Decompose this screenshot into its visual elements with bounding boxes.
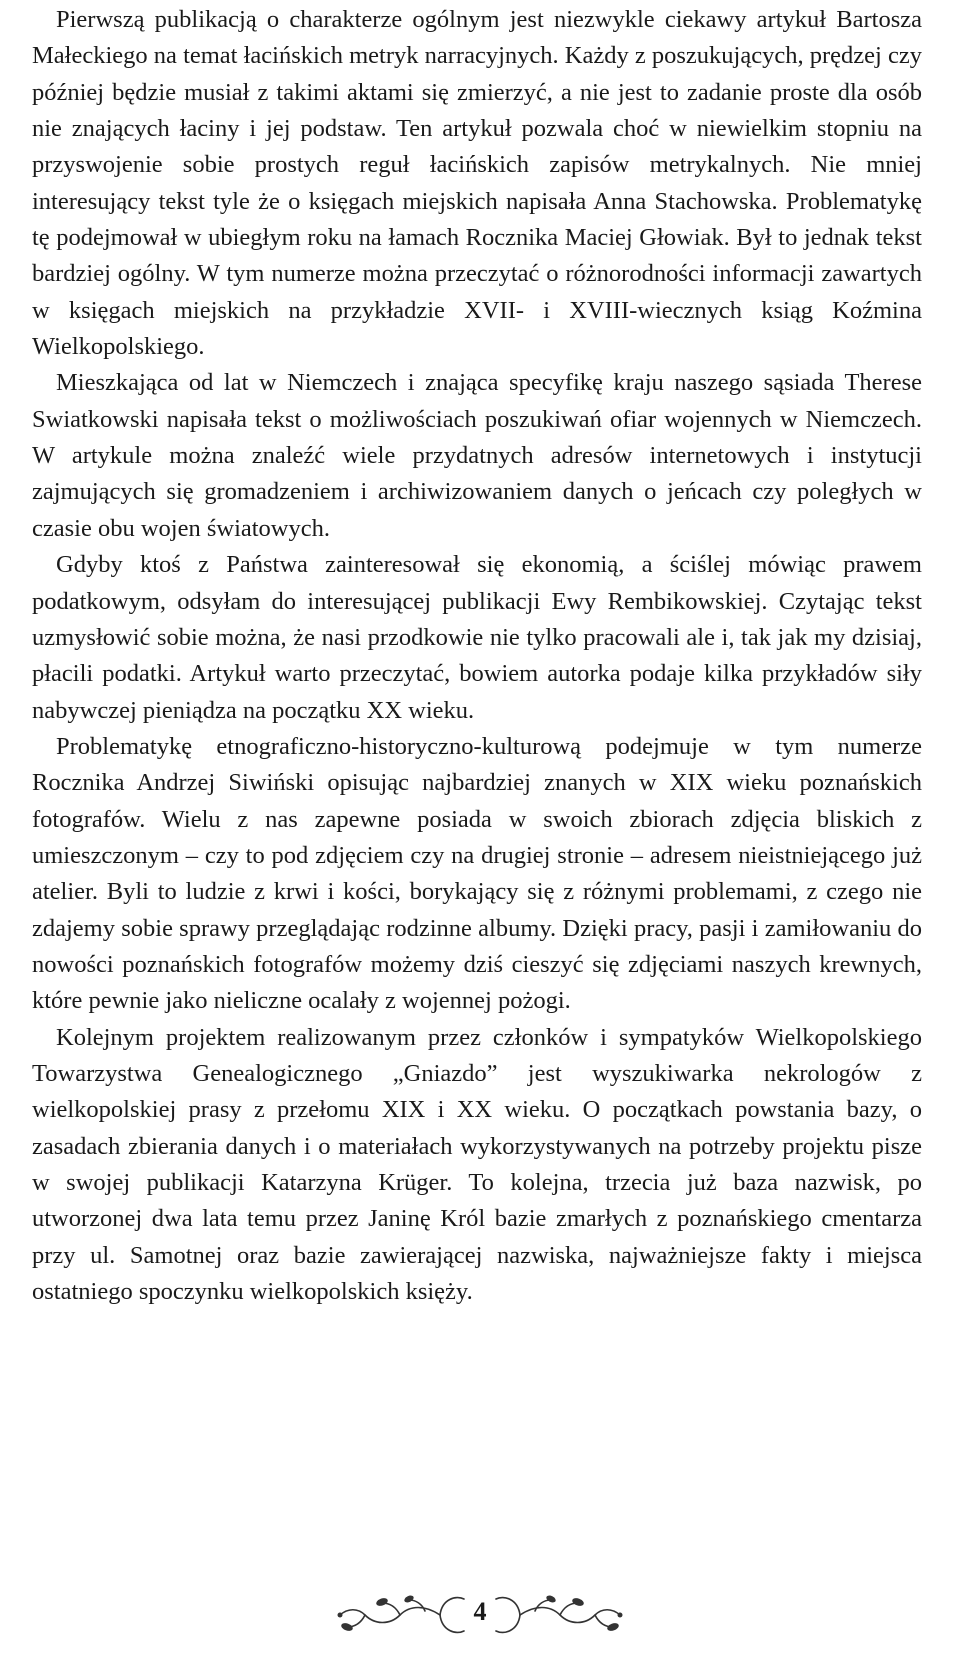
page-footer <box>0 1585 960 1645</box>
paragraph-3: Gdyby ktoś z Państwa zainteresował się ekonomią, a ściślej mówiąc prawem podatkowym, odsyłam do interesującej publikacji Ewy Rembikowskiej. Czytając tekst uzmysłowić sobie można, że nasi przodkowie nie tylko pracowali ale i, tak jak my dzisiaj, płacili podatki. Artykuł warto przeczytać, bowiem autorka podaje kilka przykładów siły nabywczej pieniądza na początku XX wieku. <box>32 551 922 724</box>
page-number: 4 <box>473 1597 487 1626</box>
paragraph-5: Kolejnym projektem realizowanym przez członków i sympatyków Wielkopolskiego Towarzystwa Genealogicznego „Gniazdo” jest wyszukiwarka nekrologów z wielkopolskiej prasy z przełomu XIX i XX wieku. O początkach powstania bazy, o zasadach zbierania danych i o materiałach wykorzystywanych na potrzeby projektu pisze w swojej publikacji Katarzyna Krüger. To kolejna, trzecia już baza nazwisk, po utworzonej dwa lata temu przez Janinę Król bazie zmarłych z poznańskiego cmentarza przy ul. Samotnej oraz bazie zawierającej nazwiska, najważniejsze fakty i miejsca ostatniego spoczynku wielkopolskich księży. <box>32 1023 922 1306</box>
text-column <box>32 2 922 1310</box>
paragraph-4: Problematykę etnograficzno-historyczno-kulturową podejmuje w tym numerze Rocznika Andrzej Siwiński opisując najbardziej znanych w XIX wieku poznańskich fotografów. Wielu z nas zapewne posiada w swoich zbiorach zdjęcia bliskich z umieszczonym – czy to pod zdjęciem czy na drugiej stronie – adresem nieistniejącego już atelier. Byli to ludzie z krwi i kości, borykający się z różnymi problemami, z czego nie zdajemy sobie sprawy przeglądając rodzinne albumy. Dzięki pracy, pasji i zamiłowaniu do nowości poznańskich fotografów możemy dziś cieszyć się zdjęciami naszych krewnych, które pewnie jako nieliczne ocalały z wojennej pożogi. <box>32 732 922 1015</box>
paragraph-1: Pierwszą publikacją o charakterze ogólnym jest niezwykle ciekawy artykuł Bartosza Małeckiego na temat łacińskich metryk narracyjnych. Każdy z poszukujących, prędzej czy później będzie musiał z takimi aktami się zmierzyć, a nie jest to zadanie proste dla osób nie znających łaciny i jej podstaw. Ten artykuł pozwala choć w niewielkim stopniu na przyswojenie sobie prostych reguł łacińskich zapisów metrykalnych. Nie mniej interesujący tekst tyle że o księgach miejskich napisała Anna Stachowska. Problematykę tę podejmował w ubiegłym roku na łamach Rocznika Maciej Głowiak. Był to jednak tekst bardziej ogólny. W tym numerze można przeczytać o różnorodności informacji zawartych w księgach miejskich na przykładzie XVII- i XVIII-wiecznych ksiąg Koźmina Wielkopolskiego. <box>32 6 922 361</box>
paragraph-2: Mieszkająca od lat w Niemczech i znająca specyfikę kraju naszego sąsiada Therese Swiatkowski napisała tekst o możliwościach poszukiwań ofiar wojennych w Niemczech. W artykule można znaleźć wiele przydatnych adresów internetowych i instytucji zajmujących się gromadzeniem i archiwizowaniem danych o jeńcach czy poległych w czasie obu wojen światowych. <box>32 369 922 542</box>
